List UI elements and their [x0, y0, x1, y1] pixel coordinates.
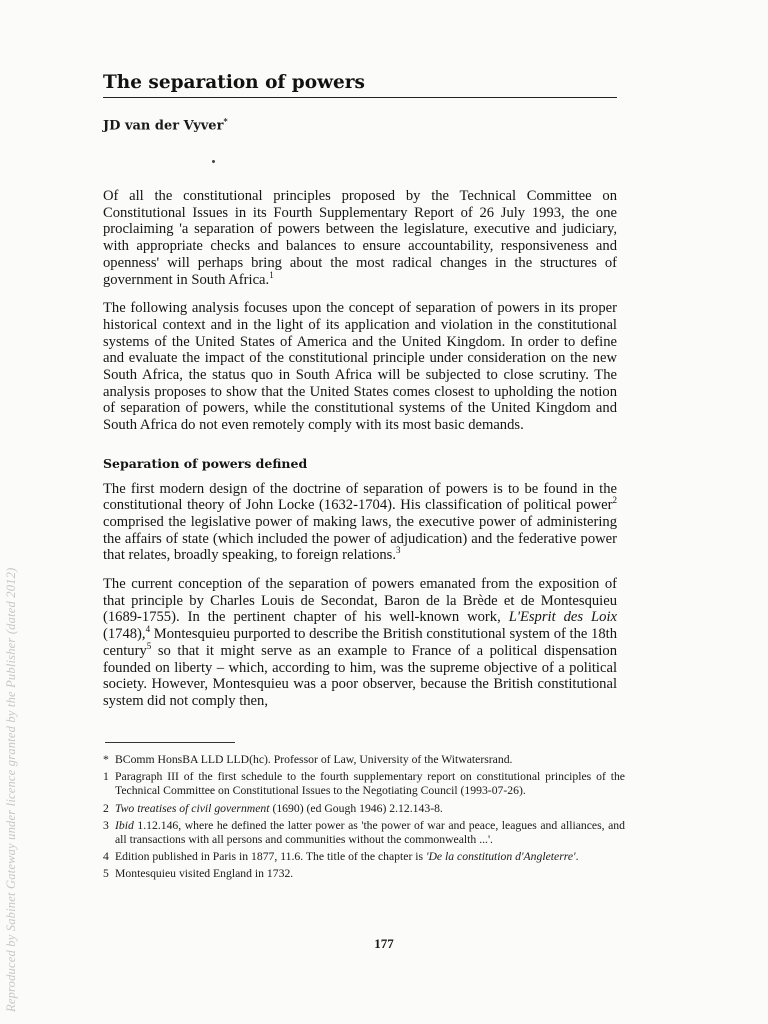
paragraph-2: The following analysis focuses upon the concept of separation of powers in its proper historical context and in the light of its application and violation in the constitutional systems of the United States of America and the United Kingdom. In order to define and evaluate the impact of the constitutional principle under consideration on the new South Africa, the status quo in South Africa will be subjected to close scrutiny. The analysis proposes to show that the United States comes closest to upholding the notion of separation of powers, while the constitutional systems of the United Kingdom and South Africa do not even remotely comply with its most basic demands. [103, 300, 617, 434]
footnote-mark: 1 [103, 770, 109, 784]
section-heading: Separation of powers defined [103, 455, 308, 471]
footnote [103, 867, 625, 881]
page-number: 177 [374, 936, 394, 951]
footnote-rule [105, 742, 235, 743]
footnote-ref: 3 [396, 545, 401, 556]
footnote-text: Montesquieu visited England in 1732. [115, 867, 294, 881]
footnote [103, 850, 625, 864]
article-body [103, 188, 617, 722]
footnote [103, 770, 625, 798]
footnote-mark: 5 [103, 867, 109, 881]
footnote-mark: 3 [103, 818, 109, 832]
footnote-ref: 1 [269, 269, 274, 280]
paragraph-3: The first modern design of the doctrine of separation of powers is to be found in the constitutional theory of John Locke (1632-1704). His classification of political power$^2$ comprised the legislative power of making laws, the executive power of administering the affairs of state (which included the power of adjudication) and the federative power that relates, broadly speaking, to foreign relations.$^3$ [103, 480, 617, 564]
footnote-text: Paragraph III of the first schedule to the fourth supplementary report on constitutional principles of the Technical Committee on Constitutional Issues to the Negotiating Council (1993-07-26). [115, 770, 625, 798]
footnote-ref: 2 [612, 495, 617, 506]
footnote-mark: * [103, 753, 109, 766]
paragraph-1: Of all the constitutional principles proposed by the Technical Committee on Constitutional Issues in its Fourth Supplementary Report of 26 July 1993, the one proclaiming 'a separation of powers between the legislature, executive and judiciary, with appropriate checks and balances to ensure accountability, responsiveness and openness' will perhaps bring about the most radical changes in the structures of government in South Africa.$^1$ [103, 188, 617, 288]
work-title: L'Esprit des Loix [508, 609, 617, 626]
title-rule [103, 97, 617, 98]
footnote-ref: 5 [146, 641, 152, 652]
footnote-text: Edition published in Paris in 1877, 11.6. The title of the chapter is 'De la constitution d'Angleterre'. [115, 850, 579, 864]
footnote-text: Ibid 1.12.146, where he defined the latter power as 'the power of war and peace, leagues and alliances, and all transactions with all persons and communities without the commonwealth ...'. [115, 818, 625, 847]
footnote-text: BComm HonsBA LLD LLD(hc). Professor of Law, University of the Witwatersrand. [115, 753, 513, 766]
footnotes [103, 753, 625, 885]
article-title: The separation of powers [103, 72, 365, 93]
licence-watermark: Reproduced by Sabinet Gateway under licence granted by the Publisher (dated 2012) [4, 567, 18, 1012]
author-footnote-mark: * [223, 116, 228, 126]
footnote-mark: 4 [103, 850, 109, 864]
scan-speck [212, 160, 215, 163]
author-name: JD van der Vyver [103, 118, 224, 134]
footnote-ref: 4 [145, 624, 151, 635]
footnote [103, 819, 625, 847]
paragraph-4: The current conception of the separation of powers emanated from the exposition of that principle by Charles Louis de Secondat, Baron de la Brède et de Montesquieu (1689-1755). In the pertinent chapter of his well-known work, L'Esprit des Loix (1748),$^4$ Montesquieu purported to describe the British constitutional system of the 18th century$^5$ so that it might serve as an example to France of a political dispensation founded on liberty – which, according to him, was the supreme objective of a political society. However, Montesquieu was a poor observer, because the British constitutional system did not comply then, [103, 576, 617, 709]
footnote-text: Two treatises of civil government (1690) (ed Gough 1946) 2.12.143-8. [115, 801, 443, 815]
footnote [103, 802, 625, 816]
footnote [103, 753, 625, 767]
author-line [103, 116, 228, 133]
footnote-mark: 2 [103, 801, 109, 815]
